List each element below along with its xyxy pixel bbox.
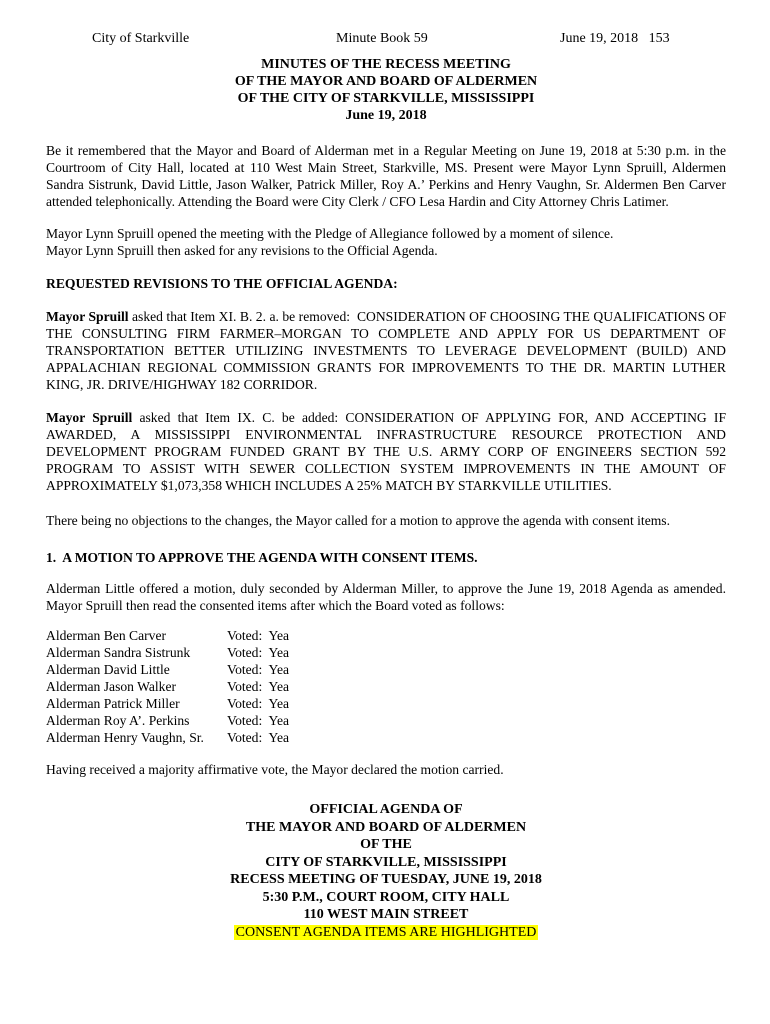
vote-alderman-name: Alderman Patrick Miller [46,696,180,711]
vote-result: Voted: Yea [227,713,290,728]
vote-result: Voted: Yea [227,645,290,660]
vote-alderman-name: Alderman Ben Carver [46,628,167,643]
vote-list [46,627,726,746]
revision-1-speaker: Mayor Spruill [46,309,129,324]
vote-alderman-name: Alderman Roy A’. Perkins [46,713,190,728]
header-minute-book: Minute Book 59 [336,31,428,46]
vote-result: Voted: Yea [227,679,290,694]
vote-row [46,678,726,695]
agenda-line-8 [46,924,726,942]
vote-result: Voted: Yea [227,730,290,745]
vote-result: Voted: Yea [227,662,290,677]
vote-result: Voted: Yea [227,696,290,711]
no-objections-paragraph: There being no objections to the changes, the Mayor called for a motion to approve the agenda with consent items. [46,513,670,528]
opening-line-2: Mayor Lynn Spruill then asked for any revisions to the Official Agenda. [46,243,438,258]
revision-item-1 [46,308,730,393]
document-page [46,56,730,941]
title-line-4: June 19, 2018 [345,108,427,123]
agenda-line-1: OFFICIAL AGENDA OF [309,802,463,817]
intro-paragraph: Be it remembered that the Mayor and Board of Alderman met in a Regular Meeting on June 19, 2018 at 5:30 p.m. in the Courtroom of City Hall, located at 110 West Main Street, Starkville, MS. Present were Mayor Lynn Spruill, Aldermen Sandra Sistrunk, David Little, Jason Walker, Patrick Miller, Roy A.’ Perkins and Henry Vaughn, Sr. Aldermen Ben Carver attended telephonically. Attending the Board were City Clerk / CFO Lesa Hardin and City Attorney Chris Latimer. [46,143,726,209]
agenda-line-2: THE MAYOR AND BOARD OF ALDERMEN [245,819,527,835]
motion-heading: 1. A MOTION TO APPROVE THE AGENDA WITH CONSENT ITEMS. [46,550,478,565]
document-title [46,56,726,124]
revision-2-speaker: Mayor Spruill [46,410,133,425]
vote-alderman-name: Alderman Jason Walker [46,679,177,694]
consent-highlight-note: CONSENT AGENDA ITEMS ARE HIGHLIGHTED [235,924,537,940]
running-header [0,30,770,48]
vote-row [46,695,726,712]
agenda-line-5: RECESS MEETING OF TUESDAY, JUNE 19, 2018 [230,872,542,887]
vote-alderman-name: Alderman David Little [46,662,170,677]
title-line-3: OF THE CITY OF STARKVILLE, MISSISSIPPI [237,91,535,106]
revision-2-text: asked that Item IX. C. be added: CONSIDERATION OF APPLYING FOR, AND ACCEPTING IF AWARDED, A MISSISSIPPI ENVIRONMENTAL INFRASTRUCTURE RESOURCE PROTECTION AND DEVELOPMENT PROGRAM FUNDED GRANT BY THE U.S. ARMY CORP OF ENGINEERS SECTION 592 PROGRAM TO ASSIST WITH SEWER COLLECTION SYSTEM IMPROVEMENTS IN THE AMOUNT OF APPROXIMATELY $1,073,358 WHICH INCLUDES A 25% MATCH BY STARKVILLE UTILITIES. [46,410,726,493]
title-line-2: OF THE MAYOR AND BOARD OF ALDERMEN [234,74,538,89]
vote-row [46,661,726,678]
agenda-line-6: 5:30 P.M., COURT ROOM, CITY HALL [262,889,510,905]
header-city: City of Starkville [92,31,190,46]
opening-paragraph [46,225,726,259]
header-date-page: June 19, 2018 153 [560,31,670,46]
revision-item-2 [46,409,726,494]
vote-result: Voted: Yea [227,628,290,643]
vote-row [46,729,726,746]
title-line-1: MINUTES OF THE RECESS MEETING [261,57,511,72]
agenda-line-4: CITY OF STARKVILLE, MISSISSIPPI [265,854,507,870]
revision-1-text: asked that Item XI. B. 2. a. be removed: CONSIDERATION OF CHOOSING THE QUALIFICATIONS OF THE CONSULTING FIRM FARMER–MORGAN TO COMPLETE AND APPLY FOR US DEPARTMENT OF TRANSPORTATION BETTER UTILIZING INVESTMENTS TO LEVERAGE DEVELOPMENT (BUILD) AND APPALACHIAN REGIONAL COMMISSION GRANTS FOR IMPROVEMENTS TO THE DR. MARTIN LUTHER KING, JR. DRIVE/HIGHWAY 182 CORRIDOR. [46,309,730,392]
vote-row [46,644,726,661]
revisions-heading: REQUESTED REVISIONS TO THE OFFICIAL AGENDA: [46,276,398,291]
motion-paragraph: Alderman Little offered a motion, duly seconded by Alderman Miller, to approve the June 19, 2018 Agenda as amended. Mayor Spruill then read the consented items after which the Board voted as follows: [46,581,726,613]
vote-alderman-name: Alderman Sandra Sistrunk [46,645,191,660]
agenda-line-3: OF THE [360,837,412,852]
vote-row [46,627,726,644]
motion-carried-paragraph: Having received a majority affirmative vote, the Mayor declared the motion carried. [46,762,504,777]
opening-line-1: Mayor Lynn Spruill opened the meeting with the Pledge of Allegiance followed by a moment of silence. [46,226,614,241]
agenda-line-7: 110 WEST MAIN STREET [303,907,469,922]
official-agenda-title [46,801,726,941]
vote-row [46,712,726,729]
vote-alderman-name: Alderman Henry Vaughn, Sr. [46,730,204,745]
